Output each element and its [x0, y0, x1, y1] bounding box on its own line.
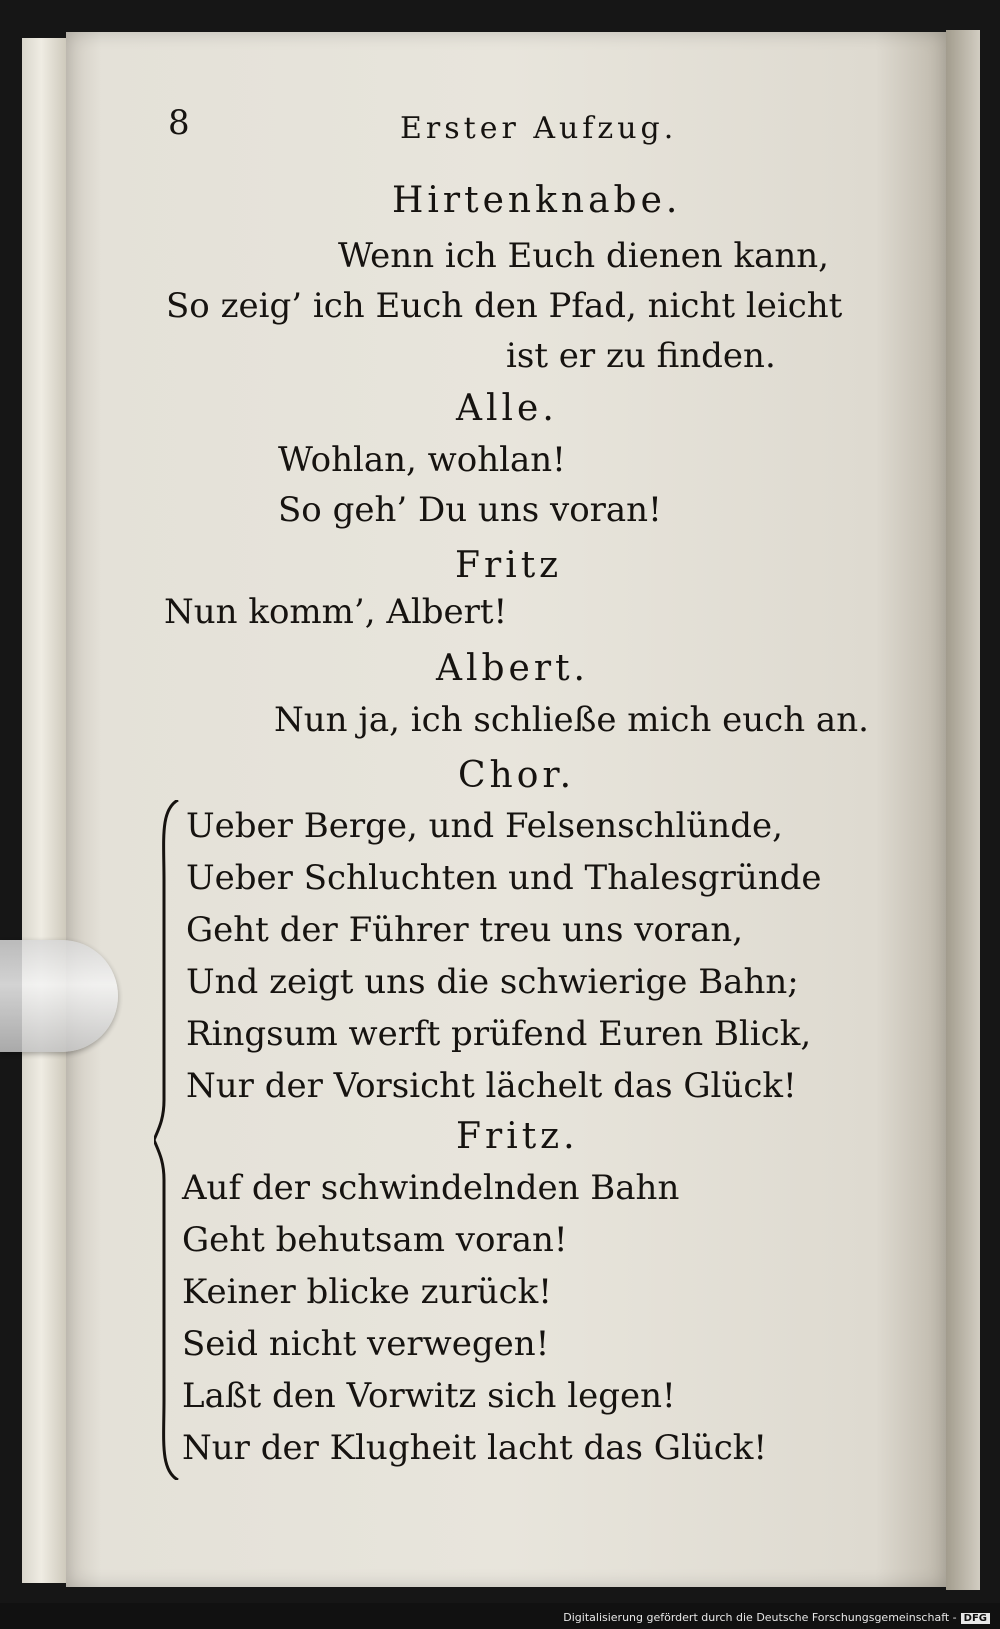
- footer-credit: [563, 1611, 990, 1624]
- verse-line: Nur der Vorsicht lächelt das Glück!: [186, 1066, 797, 1106]
- running-header: Erster Aufzug.: [400, 111, 678, 146]
- speaker-fritz: Fritz: [455, 545, 563, 586]
- speaker-albert: Albert.: [436, 648, 589, 689]
- verse-line: So zeig’ ich Euch den Pfad, nicht leicht: [166, 286, 843, 326]
- verse-line: Laßt den Vorwitz sich legen!: [182, 1376, 676, 1416]
- verse-line: Ringsum werft prüfend Euren Blick,: [186, 1014, 812, 1054]
- verse-line: So geh’ Du uns voran!: [278, 490, 662, 530]
- verse-line: Ueber Berge, und Felsenschlünde,: [186, 806, 783, 846]
- verse-line: Nur der Klugheit lacht das Glück!: [182, 1428, 768, 1468]
- speaker-chor: Chor.: [458, 755, 576, 796]
- verse-line: Geht behutsam voran!: [182, 1220, 568, 1260]
- verse-line: Seid nicht verwegen!: [182, 1324, 550, 1364]
- verse-line: Geht der Führer treu uns voran,: [186, 910, 744, 950]
- verse-line: Und zeigt uns die schwierige Bahn;: [186, 962, 799, 1002]
- verse-line: Nun komm’, Albert!: [164, 592, 508, 632]
- speaker-fritz-2: Fritz.: [456, 1116, 579, 1157]
- verse-line: Nun ja, ich schließe mich euch an.: [274, 700, 869, 740]
- footer-credit-text: Digitalisierung gefördert durch die Deutsche Forschungsgemeinschaft -: [563, 1611, 957, 1624]
- verse-line: Wohlan, wohlan!: [278, 440, 566, 480]
- speaker-alle: Alle.: [456, 388, 558, 429]
- chorus-brace: [154, 800, 180, 1480]
- verse-line: Ueber Schluchten und Thalesgründe: [186, 858, 822, 898]
- page-stack-edge: [22, 38, 70, 1583]
- page-clip: [0, 940, 118, 1052]
- verse-line: ist er zu finden.: [506, 336, 776, 376]
- next-page-edge: [946, 30, 980, 1590]
- verse-line: Keiner blicke zurück!: [182, 1272, 552, 1312]
- dfg-logo-icon: DFG: [961, 1613, 990, 1624]
- page-number: 8: [168, 103, 190, 143]
- verse-line: Auf der schwindelnden Bahn: [182, 1168, 680, 1208]
- footer-bar: [0, 1603, 1000, 1629]
- speaker-hirtenknabe: Hirtenknabe.: [392, 180, 682, 221]
- verse-line: Wenn ich Euch dienen kann,: [338, 236, 829, 276]
